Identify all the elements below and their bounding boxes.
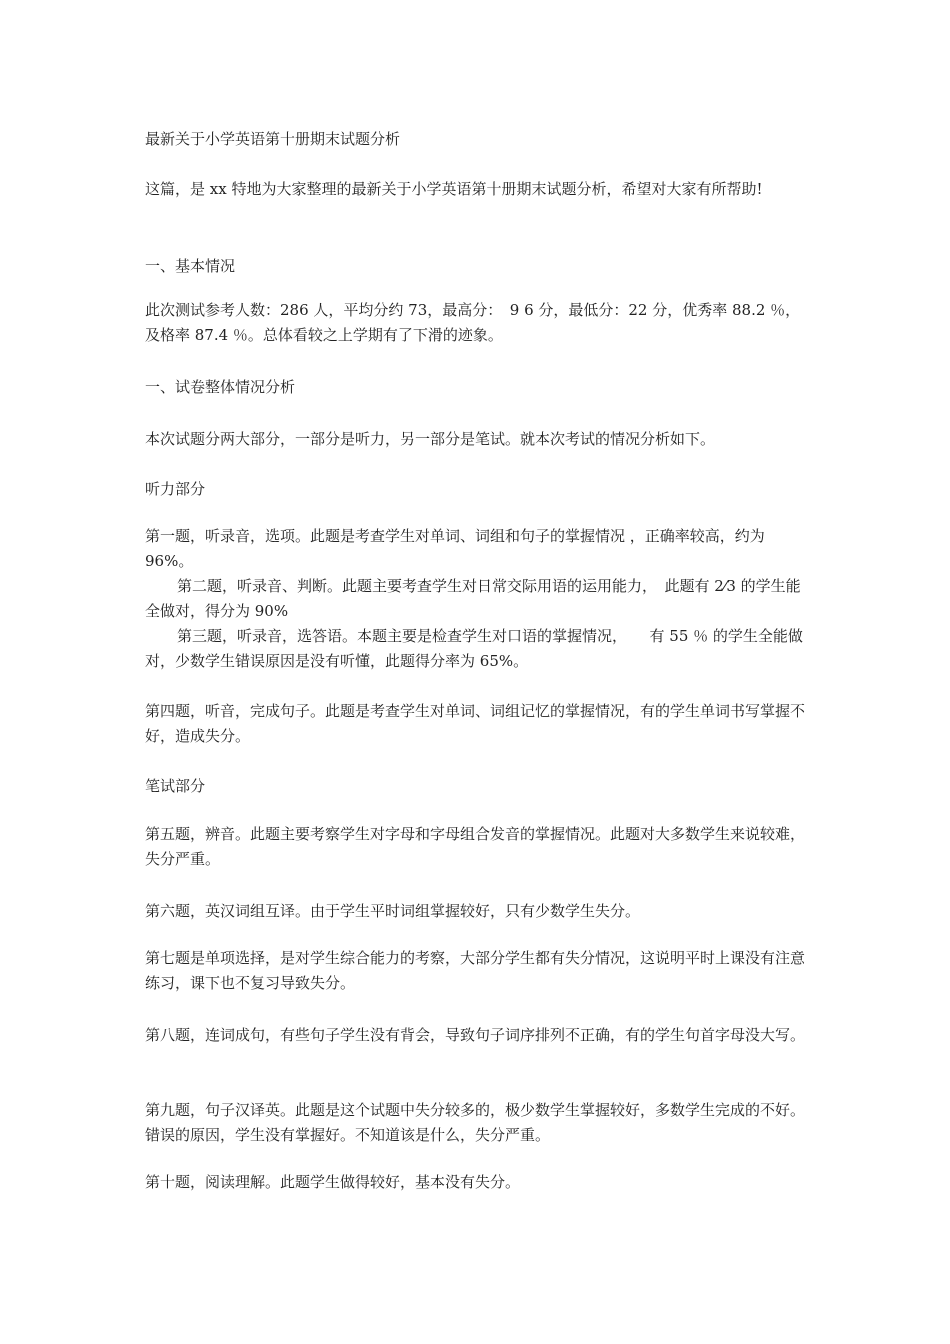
question-6-paragraph: 第六题，英汉词组互译。由于学生平时词组掌握较好，只有少数学生失分。 bbox=[145, 902, 641, 920]
question-7-paragraph: 第七题是单项选择，是对学生综合能力的考察，大部分学生都有失分情况，这说明平时上课没有注意练习，课下也不复习导致失分。 bbox=[145, 949, 806, 992]
question-10-paragraph: 第十题，阅读理解。此题学生做得较好，基本没有失分。 bbox=[145, 1173, 521, 1191]
section-heading-analysis: 一、试卷整体情况分析 bbox=[145, 378, 296, 396]
question-5-paragraph: 第五题，辨音。此题主要考察学生对字母和字母组合发音的掌握情况。此题对大多数学生来说较难，失分严重。 bbox=[145, 825, 806, 868]
question-9-paragraph: 第九题，句子汉译英。此题是这个试题中失分较多的，极少数学生掌握较好，多数学生完成的不好。错误的原因，学生没有掌握好。不知道该是什么，失分严重。 bbox=[145, 1101, 806, 1144]
question-3-paragraph: 第三题，听录音，选答语。本题主要是检查学生对口语的掌握情况， 有 55 ％ 的学生全能做对，少数学生错误原因是没有听懂，此题得分率为 65%。 bbox=[145, 627, 803, 670]
question-4-paragraph: 第四题，听音，完成句子。此题是考查学生对单词、词组记忆的掌握情况，有的学生单词书写掌握不好，造成失分。 bbox=[145, 702, 806, 745]
question-2-paragraph: 第二题，听录音、判断。此题主要考查学生对日常交际用语的运用能力， 此题有 2⁄3 的学生能全做对，得分为 90% bbox=[145, 577, 801, 620]
question-8-paragraph: 第八题，连词成句，有些句子学生没有背会，导致句子词序排列不正确，有的学生句首字母没大写。 bbox=[145, 1026, 806, 1044]
section-heading-basic: 一、基本情况 bbox=[145, 257, 236, 275]
document-title: 最新关于小学英语第十册期末试题分析 bbox=[145, 130, 401, 148]
question-1-paragraph: 第一题，听录音，选项。此题是考查学生对单词、词组和句子的掌握情况 ，正确率较高，约为 96%。 bbox=[145, 527, 765, 570]
intro-paragraph: 这篇，是 xx 特地为大家整理的最新关于小学英语第十册期末试题分析，希望对大家有所帮助! bbox=[145, 180, 763, 198]
written-heading: 笔试部分 bbox=[145, 777, 206, 795]
listening-q1-q3-block bbox=[145, 524, 810, 674]
basic-stats-paragraph: 此次测试参考人数：286 人，平均分约 73，最高分： 9 6 分，最低分：22 分，优秀率 88.2 ％，及格率 87.4 ％。总体看较之上学期有了下滑的迹象。 bbox=[145, 301, 801, 344]
listening-heading: 听力部分 bbox=[145, 480, 206, 498]
analysis-intro-paragraph: 本次试题分两大部分，一部分是听力，另一部分是笔试。就本次考试的情况分析如下。 bbox=[145, 430, 716, 448]
